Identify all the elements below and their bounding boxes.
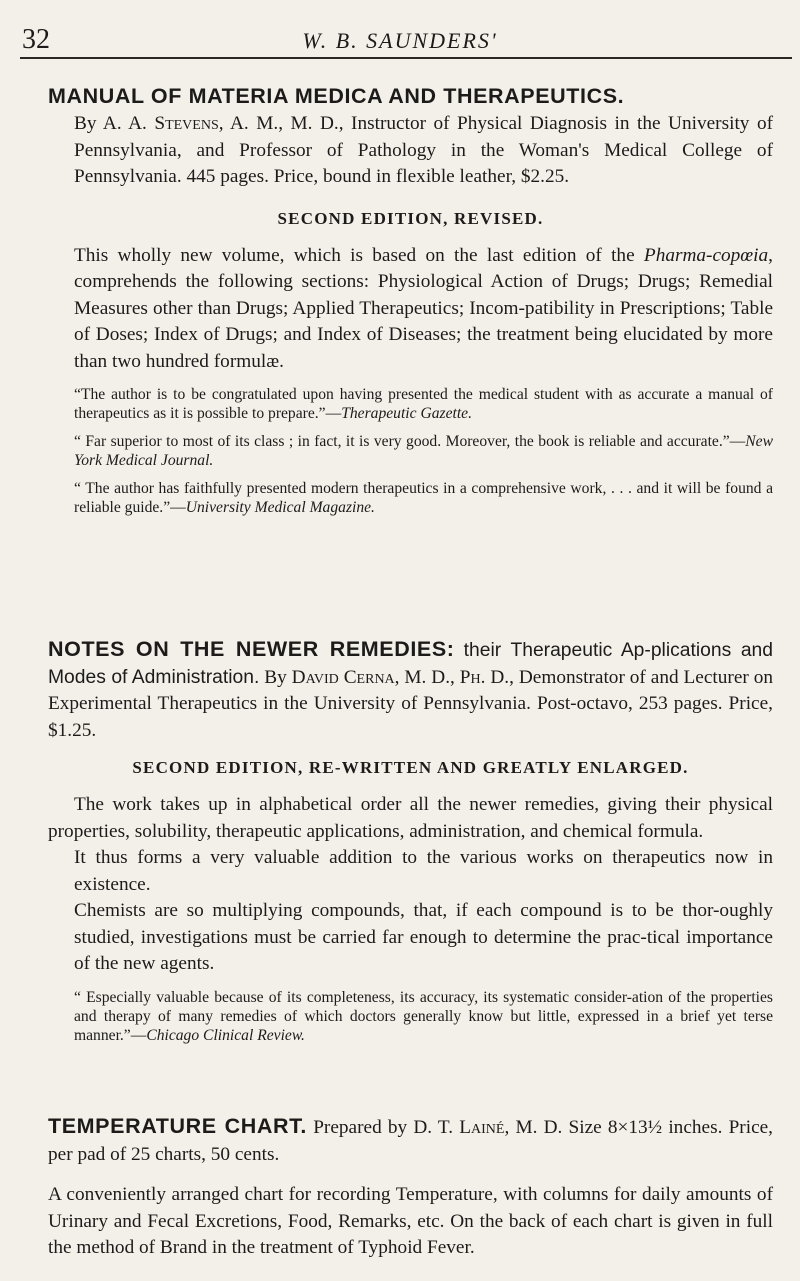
section-materia-medica: [48, 84, 773, 517]
section-title: TEMPERATURE CHART.: [48, 1114, 308, 1138]
edition-heading: SECOND EDITION, RE-WRITTEN AND GREATLY ENLARGED.: [132, 758, 689, 777]
review-quote: “The author is to be congratulated upon having presented the medical student with as accurate a manual of therapeutics as it is possible to prepare.”—Therapeutic Gazette.: [74, 386, 773, 422]
review-quote: “ The author has faithfully presented modern therapeutics in a comprehensive work, . . . and it will be found a reliable guide.”—University Medical Magazine.: [74, 480, 773, 516]
author-name: David Cerna: [291, 666, 395, 688]
section-description: A conveniently arranged chart for recording Temperature, with columns for daily amounts of Urinary and Fecal Excretions, Food, Remarks, etc. On the back of each chart is given in full the method of Brand in the treatment of Typhoid Fever.: [48, 1184, 773, 1258]
edition-heading: SECOND EDITION, REVISED.: [277, 208, 544, 228]
description-paragraph: The work takes up in alphabetical order all the newer remedies, giving their physical properties, solubility, therapeutic applications, administration, and chemical formula.: [48, 794, 773, 842]
section-temperature-chart: [48, 1113, 773, 1262]
section-heading-line: NOTES ON THE NEWER REMEDIES: their Therapeutic Ap-plications and Modes of Administration. By David Cerna, M. D., Ph. D., Demonstrator of and Lecturer on Experimental Therapeutics in the University of Pennsylvania. Post-octavo, 253 pages. Price, $1.25.: [48, 637, 774, 741]
section-byline: By A. A. Stevens, A. M., M. D., Instructor of Physical Diagnosis in the University of Pennsylvania, and Professor of Pathology in the Woman's Medical College of Pennsylvania. 445 pages. Price, bound in flexible leather, $2.25.: [74, 113, 774, 187]
review-quote: “ Far superior to most of its class ; in fact, it is very good. Moreover, the book is reliable and accurate.”—New York Medical Journal.: [74, 433, 773, 469]
header-rule: [20, 57, 792, 59]
author-name: Stevens: [154, 113, 219, 134]
description-paragraph: Chemists are so multiplying compounds, that, if each compound is to be thor-oughly studied, investigations must be carried far enough to determine the prac-tical importance of the new agents.: [74, 900, 773, 974]
review-quote: “ Especially valuable because of its completeness, its accuracy, its systematic consider-ation of the properties and therapy of many remedies of which doctors generally know but little, expressed in a brief yet terse manner.”—Chicago Clinical Review.: [74, 988, 773, 1044]
section-description: This wholly new volume, which is based on the last edition of the Pharma-copœia, comprehends the following sections: Physiological Action of Drugs; Drugs; Remedial Measures other than Drugs; Applied Therapeutics; Incom-patibility in Prescriptions; Table of Doses; Index of Drugs; and Index of Diseases; the treatment being elucidated by more than two hundred formulæ.: [74, 244, 773, 372]
page-header: [0, 22, 800, 62]
author-name: Lainé: [459, 1117, 505, 1138]
section-title: MANUAL OF MATERIA MEDICA AND THERAPEUTICS.: [48, 84, 625, 108]
section-title: NOTES ON THE NEWER REMEDIES:: [48, 637, 455, 661]
page-number: 32: [22, 24, 50, 55]
running-title: W. B. SAUNDERS': [302, 28, 498, 53]
section-heading-line: TEMPERATURE CHART. Prepared by D. T. Lainé, M. D. Size 8×13½ inches. Price, per pad of 25 charts, 50 cents.: [48, 1114, 774, 1165]
section-newer-remedies: [48, 636, 773, 1045]
description-paragraph: It thus forms a very valuable addition to the various works on therapeutics now in existence.: [74, 847, 773, 895]
